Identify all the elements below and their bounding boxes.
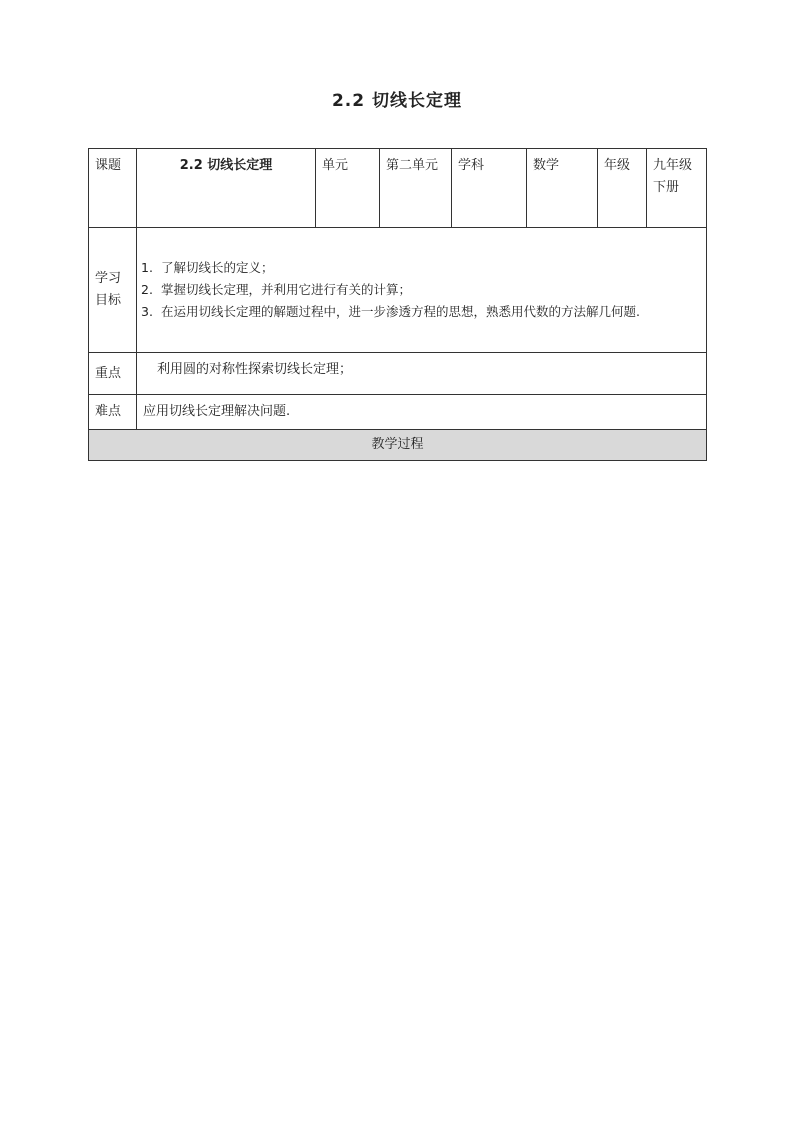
objective-item (141, 279, 702, 301)
page-title: 2.2 切线长定理 (331, 91, 463, 111)
process-heading-row (89, 430, 707, 461)
objective-text: 掌握切线长定理，并利用它进行有关的计算； (161, 282, 412, 297)
grade-value (647, 149, 707, 228)
difficulty-row (89, 395, 707, 430)
difficulty-label: 难点 (89, 395, 137, 430)
objectives-label (89, 228, 137, 353)
subject-value: 数学 (527, 149, 598, 228)
objectives-content (137, 228, 707, 353)
header-row (89, 149, 707, 228)
objective-number: 1. (141, 260, 153, 275)
grade-value-line2: 下册 (653, 180, 680, 195)
objectives-label-line2: 目标 (95, 293, 122, 308)
process-heading: 教学过程 (89, 430, 707, 461)
objective-item (141, 301, 702, 323)
objectives-row (89, 228, 707, 353)
objective-number: 2. (141, 282, 153, 297)
grade-value-line1: 九年级 (653, 158, 693, 173)
key-point-row (89, 353, 707, 395)
topic-label: 课题 (89, 149, 137, 228)
topic-value: 2.2 切线长定理 (137, 149, 316, 228)
lesson-plan-table (88, 148, 707, 461)
objective-text: 了解切线长的定义； (161, 260, 274, 275)
key-point-label: 重点 (89, 353, 137, 395)
subject-label: 学科 (452, 149, 527, 228)
grade-label: 年级 (598, 149, 647, 228)
objective-item (141, 257, 702, 279)
objective-number: 3. (141, 304, 153, 319)
objective-text: 在运用切线长定理的解题过程中，进一步渗透方程的思想，熟悉用代数的方法解几何题. (161, 304, 640, 319)
difficulty-value: 应用切线长定理解决问题. (137, 395, 707, 430)
key-point-value: 利用圆的对称性探索切线长定理； (137, 353, 707, 395)
unit-value: 第二单元 (380, 149, 452, 228)
objectives-label-line1: 学习 (95, 271, 122, 286)
unit-label: 单元 (316, 149, 380, 228)
